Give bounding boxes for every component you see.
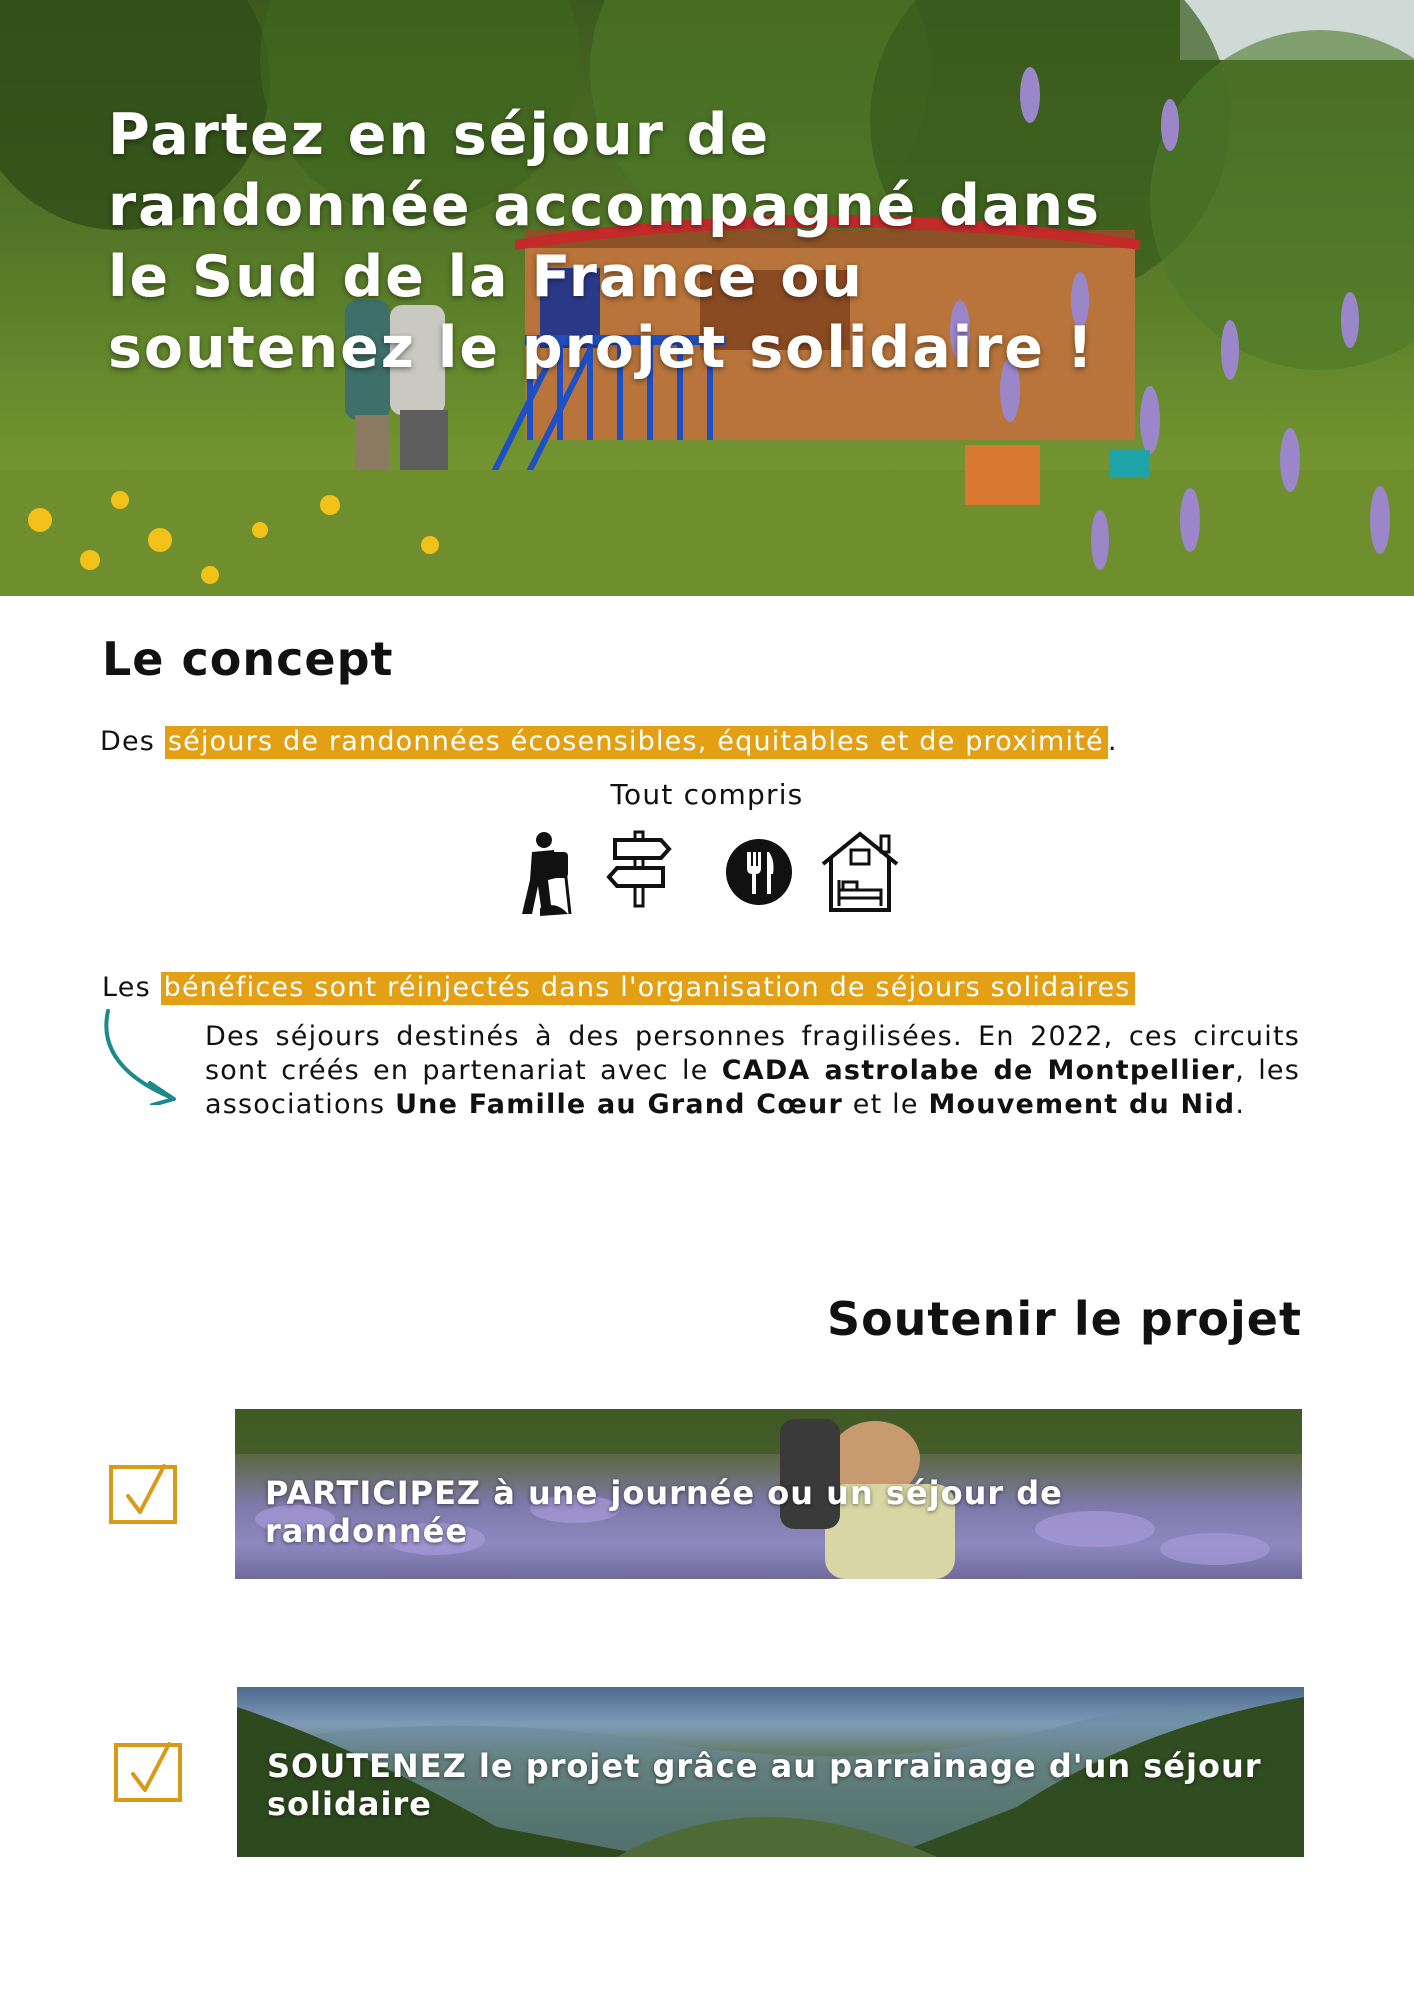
paragraph-text-2: , les associations: [205, 1055, 1300, 1120]
concept-line-1-highlight: séjours de randonnées écosensibles, équitables et de proximité: [165, 726, 1108, 759]
curved-arrow-icon: [100, 1005, 185, 1105]
included-label: Tout compris: [610, 778, 804, 811]
paragraph-text-1: Des séjours destinés à des personnes fragilisées. En 2022, ces circuits sont créés en partenariat avec le: [205, 1021, 1300, 1086]
sponsor-text: SOUTENEZ le projet grâce au parrainage d'un séjour solidaire: [267, 1747, 1262, 1823]
partner-cada: CADA astrolabe de Montpellier: [721, 1055, 1236, 1086]
concept-line-2: [102, 972, 1135, 1003]
concept-line-1-prefix: Des: [100, 726, 156, 757]
concept-line-1: [100, 726, 1118, 757]
sponsor-card[interactable]: [237, 1687, 1304, 1857]
concept-heading: Le concept: [102, 632, 394, 686]
hiker-icon: [510, 830, 574, 918]
hero-title: Partez en séjour de randonnée accompagné dans le Sud de la France ou soutenez le projet solidaire !: [108, 102, 1101, 381]
signpost-icon: [605, 830, 673, 908]
support-heading: Soutenir le projet: [826, 1292, 1302, 1346]
fork-knife-icon: [725, 838, 793, 906]
concept-line-2-highlight: bénéfices sont réinjectés dans l'organisation de séjours solidaires: [161, 972, 1135, 1005]
included-icons: [505, 830, 905, 920]
paragraph-text-3: et le: [843, 1089, 929, 1120]
concept-line-1-suffix: .: [1107, 726, 1118, 757]
partner-une-famille: Une Famille au Grand Cœur: [395, 1089, 843, 1120]
hero-banner: [0, 0, 1414, 596]
concept-line-2-prefix: Les: [102, 972, 151, 1003]
partners-paragraph: [205, 1020, 1300, 1122]
participate-card[interactable]: [235, 1409, 1302, 1579]
checkbox-checked-icon: [108, 1462, 180, 1526]
house-bed-icon: [817, 830, 903, 914]
partner-mouvement-du-nid: Mouvement du Nid: [928, 1089, 1236, 1120]
checkbox-checked-icon: [113, 1740, 185, 1804]
participate-text: PARTICIPEZ à une journée ou un séjour de randonnée: [265, 1474, 1063, 1550]
paragraph-text-4: .: [1235, 1089, 1246, 1120]
